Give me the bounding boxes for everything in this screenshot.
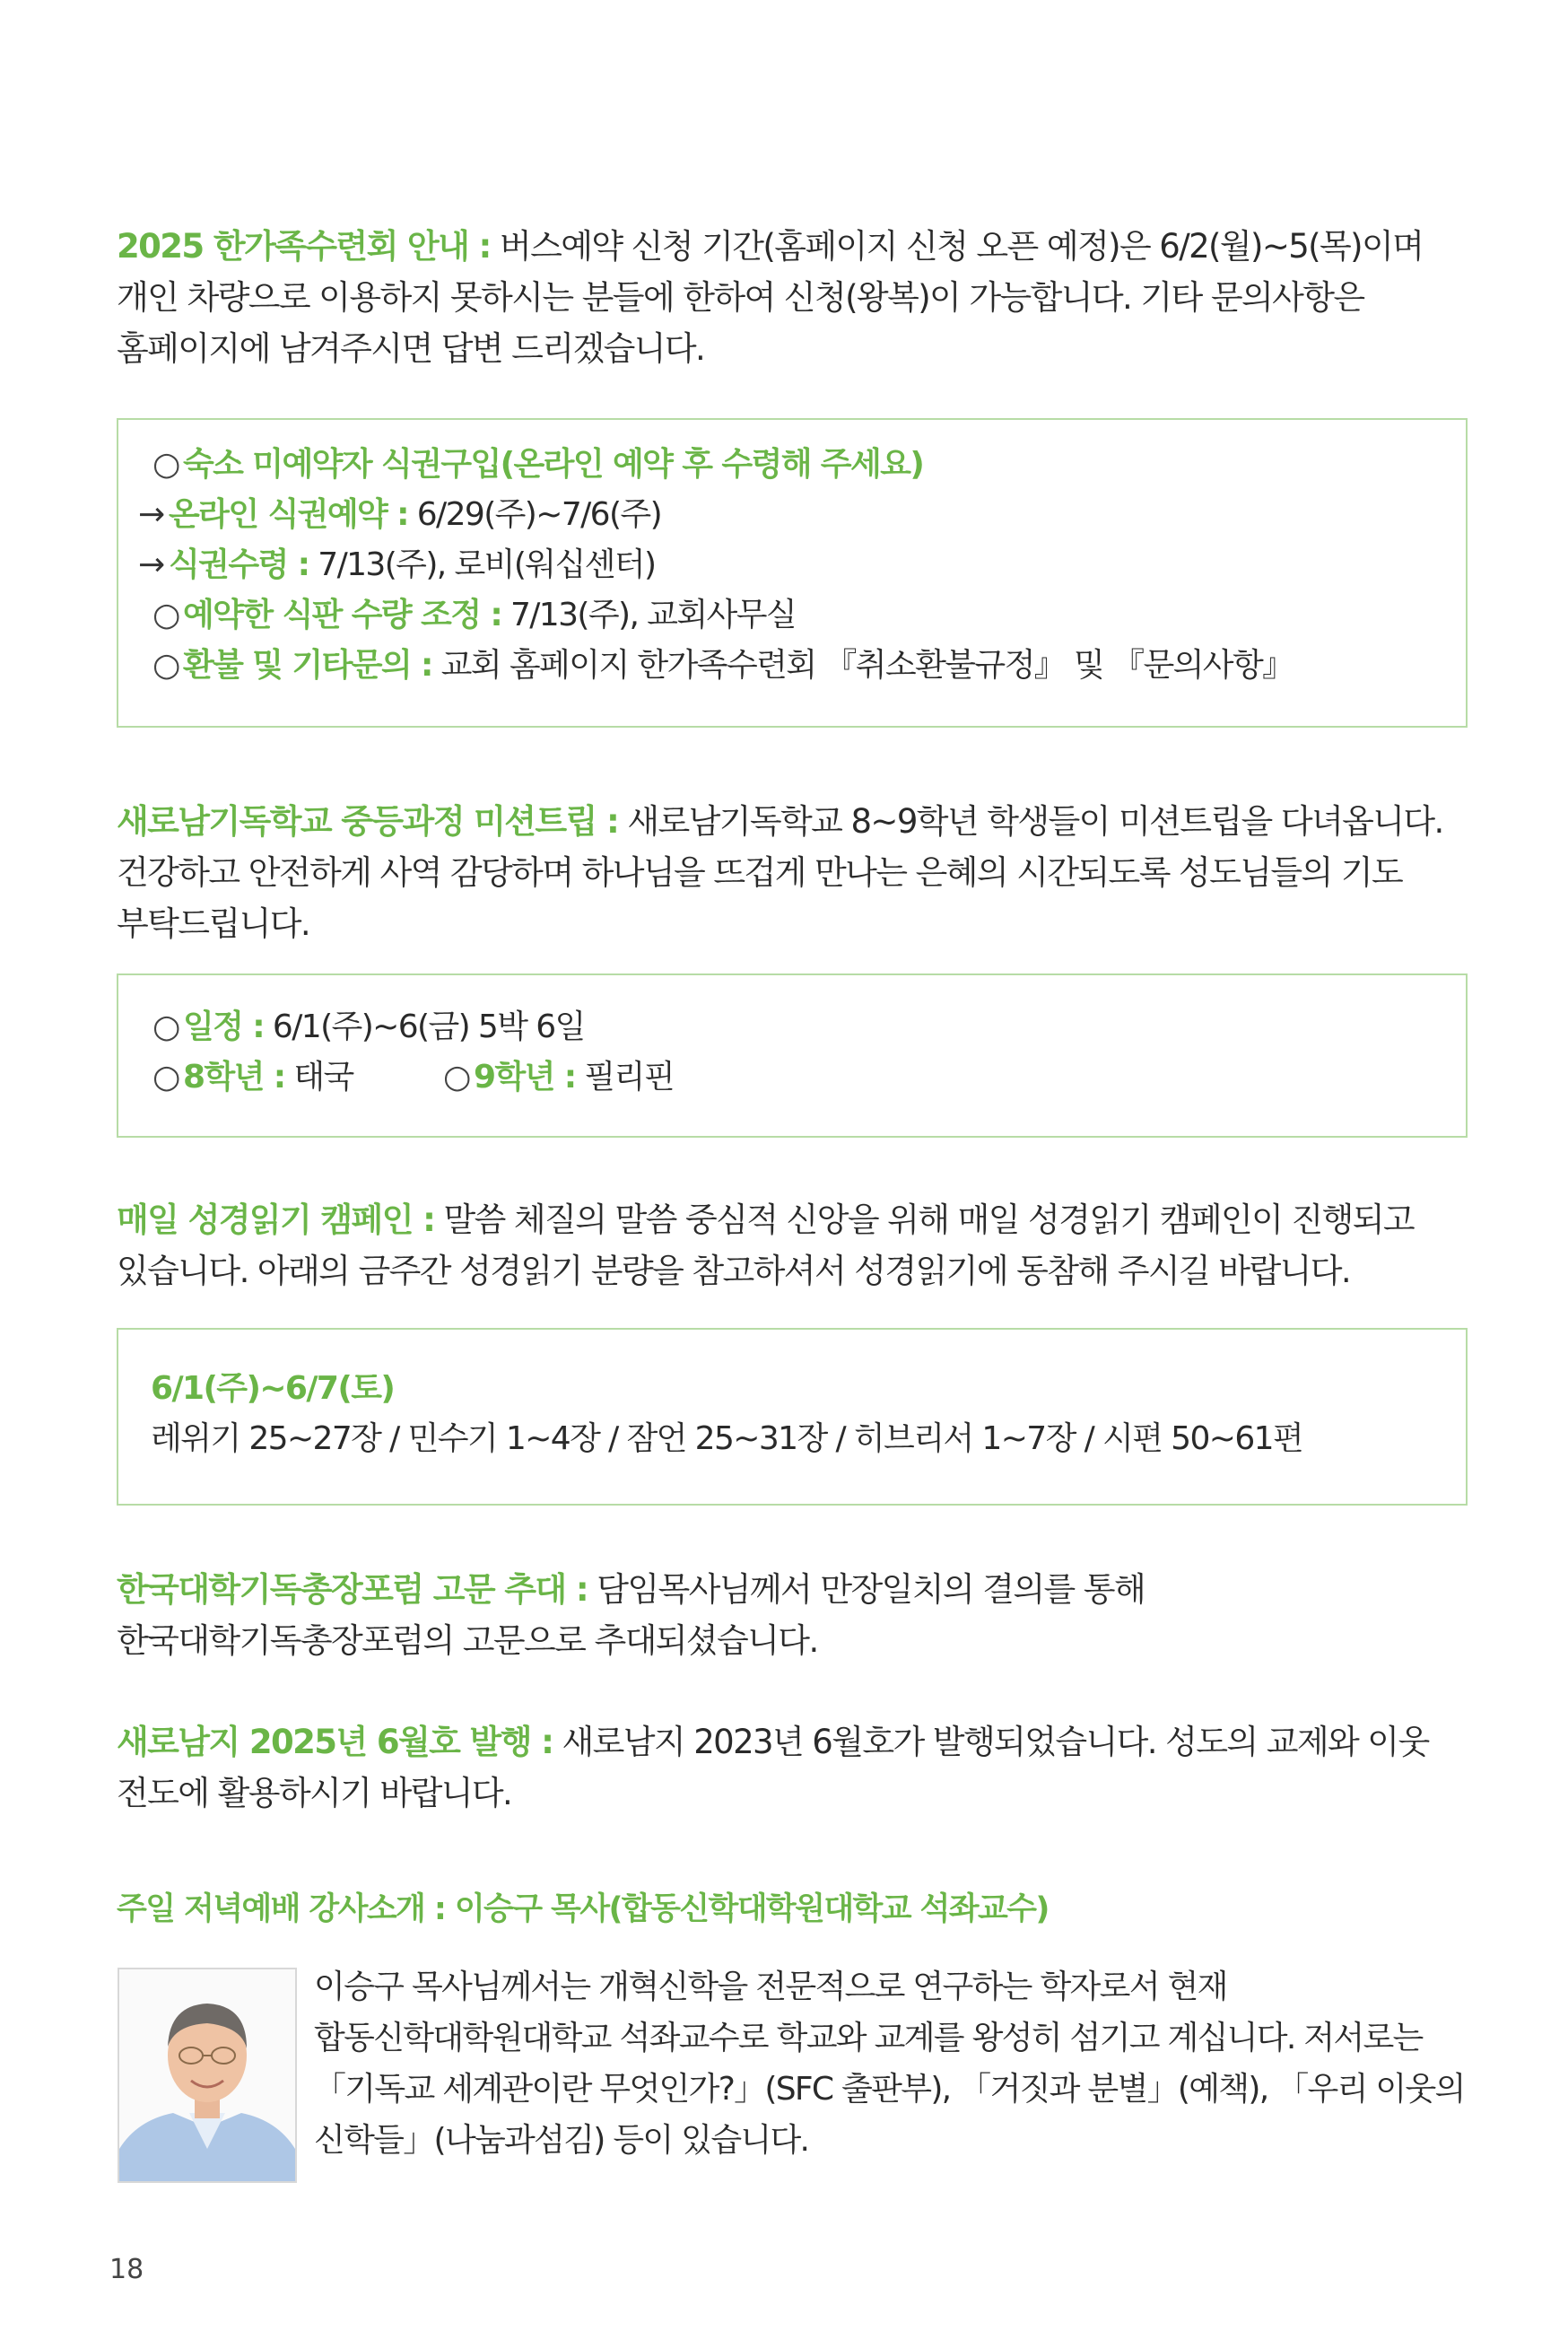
page-number: 18 bbox=[109, 2254, 144, 2285]
adjust-value: 7/13(주), 교회사무실 bbox=[501, 597, 797, 633]
mission-title: 새로남기독학교 중등과정 미션트립 : bbox=[117, 802, 619, 841]
magazine-notice bbox=[117, 1716, 1469, 1819]
grade9-label: 9학년 : bbox=[474, 1059, 576, 1096]
reading-week: 6/1(주)~6/7(토) bbox=[151, 1370, 395, 1407]
magazine-body: 새로남지 2023년 6월호가 발행되었습니다. 성도의 교제와 이웃 전도에 활용하시기 바랍니다. bbox=[117, 1723, 1429, 1812]
retreat-refund-line bbox=[152, 644, 1294, 687]
adjust-label: 예약한 식판 수량 조정 : bbox=[183, 597, 502, 633]
mission-notice bbox=[117, 796, 1469, 949]
arrow-right-icon: → bbox=[138, 546, 164, 583]
forum-title: 한국대학기독총장포럼 고문 추대 : bbox=[117, 1570, 588, 1609]
mission-grade9-line bbox=[443, 1056, 674, 1099]
bible-reading-box bbox=[117, 1328, 1468, 1506]
speaker-portrait-image bbox=[119, 1969, 295, 2181]
refund-value: 교회 홈페이지 한가족수련회 『취소환불규정』 및 『문의사항』 bbox=[431, 647, 1294, 684]
bullet-circle-icon: ○ bbox=[152, 446, 179, 483]
bullet-circle-icon: ○ bbox=[152, 1059, 179, 1096]
reading-list: 레위기 25~27장 / 민수기 1~4장 / 잠언 25~31장 / 히브리서 1~7장 / 시편 50~61편 bbox=[151, 1420, 1303, 1457]
mission-info-box bbox=[117, 973, 1468, 1138]
mission-body: 새로남기독학교 8~9학년 학생들이 미션트립을 다녀옵니다. 건강하고 안전하게 사역 감당하며 하나님을 뜨겁게 만나는 은혜의 시간되도록 성도님들의 기도 부탁드립니다. bbox=[117, 802, 1443, 943]
schedule-label: 일정 : bbox=[183, 1008, 265, 1045]
arrow-right-icon: → bbox=[138, 496, 164, 533]
schedule-value: 6/1(주)~6(금) 5박 6일 bbox=[264, 1008, 585, 1045]
magazine-title: 새로남지 2025년 6월호 발행 : bbox=[117, 1723, 553, 1761]
pickup-label: 식권수령 : bbox=[169, 546, 309, 583]
forum-notice bbox=[117, 1564, 1469, 1666]
pickup-value: 7/13(주), 로비(워십센터) bbox=[309, 546, 656, 583]
retreat-meal-ticket-line bbox=[152, 443, 923, 486]
bible-notice bbox=[117, 1194, 1469, 1296]
forum-body: 담임목사님께서 만장일치의 결의를 통해 한국대학기독총장포럼의 고문으로 추대되셨습니다. bbox=[117, 1570, 1146, 1660]
online-booking-value: 6/29(주)~7/6(주) bbox=[407, 496, 662, 533]
meal-ticket-heading: 숙소 미예약자 식권구입(온라인 예약 후 수령해 주세요) bbox=[183, 446, 924, 483]
mission-grade8-line bbox=[152, 1056, 353, 1099]
retreat-pickup-line bbox=[138, 544, 655, 587]
speaker-title: 주일 저녁예배 강사소개 : 이승구 목사(합동신학대학원대학교 석좌교수) bbox=[117, 1891, 1049, 1927]
bullet-circle-icon: ○ bbox=[443, 1059, 470, 1096]
retreat-notice bbox=[117, 221, 1469, 374]
retreat-online-booking-line bbox=[138, 493, 661, 537]
bullet-circle-icon: ○ bbox=[152, 1008, 179, 1045]
retreat-title: 2025 한가족수련회 안내 : bbox=[117, 227, 491, 266]
retreat-info-box bbox=[117, 418, 1468, 728]
speaker-bio: 이승구 목사님께서는 개혁신학을 전문적으로 연구하는 학자로서 현재 합동신학대학원대학교 석좌교수로 학교와 교계를 왕성히 섬기고 계십니다. 저서로는 「기독교 세계관이란 무엇인가?」(SFC 출판부), 「거짓과 분별」(예책), 「우리 이웃의 신학들」(나눔과섬김) 등이 있습니다. bbox=[314, 1969, 1465, 2159]
bible-body: 말씀 체질의 말씀 중심적 신앙을 위해 매일 성경읽기 캠페인이 진행되고 있습니다. 아래의 금주간 성경읽기 분량을 참고하셔서 성경읽기에 동참해 주시길 바랍니다. bbox=[117, 1200, 1415, 1290]
grade8-value: 태국 bbox=[284, 1059, 353, 1096]
grade8-label: 8학년 : bbox=[183, 1059, 285, 1096]
speaker-photo bbox=[118, 1968, 297, 2183]
bible-title: 매일 성경읽기 캠페인 : bbox=[117, 1200, 435, 1239]
bullet-circle-icon: ○ bbox=[152, 597, 179, 633]
online-booking-label: 온라인 식권예약 : bbox=[169, 496, 408, 533]
retreat-body: 버스예약 신청 기간(홈페이지 신청 오픈 예정)은 6/2(월)~5(목)이며 개인 차량으로 이용하지 못하시는 분들에 한하여 신청(왕복)이 가능합니다. 기타 문의사항은 홈페이지에 남겨주시면 답변 드리겠습니다. bbox=[117, 227, 1424, 368]
retreat-adjust-line bbox=[152, 594, 796, 637]
grade9-value: 필리핀 bbox=[575, 1059, 674, 1096]
refund-label: 환불 및 기타문의 : bbox=[183, 647, 432, 684]
mission-schedule-line bbox=[152, 1006, 585, 1049]
bullet-circle-icon: ○ bbox=[152, 647, 179, 684]
